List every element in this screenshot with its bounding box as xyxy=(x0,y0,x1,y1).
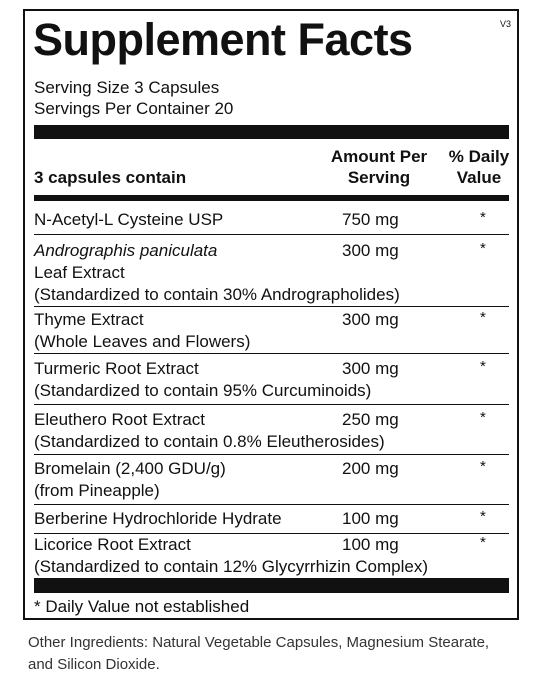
column-header-contains: 3 capsules contain xyxy=(34,168,187,187)
bottom-divider xyxy=(34,578,509,593)
ingredient-row xyxy=(34,307,509,354)
ingredient-row xyxy=(34,405,509,455)
column-header-amount xyxy=(315,146,443,188)
ingredient-daily-value: * xyxy=(480,534,486,551)
ingredient-amount: 300 mg xyxy=(342,310,399,329)
ingredient-daily-value: * xyxy=(480,409,486,426)
ingredient-daily-value: * xyxy=(480,508,486,525)
ingredient-amount: 200 mg xyxy=(342,459,399,478)
ingredient-daily-value: * xyxy=(480,458,486,475)
ingredient-name: N-Acetyl-L Cysteine USP xyxy=(34,210,224,229)
ingredient-row xyxy=(34,505,509,534)
ingredient-row xyxy=(34,201,509,235)
version-tag: V3 xyxy=(499,19,511,29)
serving-size: Serving Size 3 Capsules xyxy=(34,78,220,97)
thick-divider xyxy=(34,125,509,139)
ingredient-name: Thyme Extract xyxy=(34,310,144,329)
amount-header-line2: Serving xyxy=(347,168,411,187)
ingredient-daily-value: * xyxy=(480,309,486,326)
ingredient-name: Turmeric Root Extract xyxy=(34,359,199,378)
ingredient-daily-value: * xyxy=(480,358,486,375)
ingredient-name: Eleuthero Root Extract xyxy=(34,410,206,429)
other-ingredients: Other Ingredients: Natural Vegetable Capsules, Magnesium Stearate, and Silicon Dioxide. xyxy=(28,634,490,673)
column-header-daily-value xyxy=(443,146,515,188)
ingredient-daily-value: * xyxy=(480,209,486,226)
ingredient-amount: 100 mg xyxy=(342,535,399,554)
ingredient-amount: 250 mg xyxy=(342,410,399,429)
panel-title: Supplement Facts xyxy=(33,14,413,65)
ingredient-row xyxy=(34,354,509,405)
ingredient-row xyxy=(34,534,509,578)
ingredient-name: Berberine Hydrochloride Hydrate xyxy=(34,509,282,528)
ingredient-amount: 100 mg xyxy=(342,509,399,528)
ingredient-detail: (Standardized to contain 95% Curcuminoids) xyxy=(34,381,372,400)
ingredient-amount: 750 mg xyxy=(342,210,399,229)
ingredient-row xyxy=(34,235,509,307)
ingredient-name: Andrographis paniculata xyxy=(34,241,218,260)
ingredient-name: Licorice Root Extract xyxy=(34,535,191,554)
ingredient-daily-value: * xyxy=(480,240,486,257)
ingredient-detail: (from Pineapple) xyxy=(34,481,160,500)
servings-per-container: Servings Per Container 20 xyxy=(34,99,234,118)
ingredient-amount: 300 mg xyxy=(342,359,399,378)
ingredient-row xyxy=(34,455,509,505)
daily-value-footnote: * Daily Value not established xyxy=(34,597,250,616)
amount-header-line1: Amount Per xyxy=(330,147,428,166)
supplement-facts-panel xyxy=(23,9,519,620)
ingredient-list xyxy=(34,201,509,578)
dv-header-line2: Value xyxy=(456,168,502,187)
ingredient-detail: (Whole Leaves and Flowers) xyxy=(34,332,251,351)
ingredient-detail: (Standardized to contain 12% Glycyrrhizin Complex) xyxy=(34,557,429,576)
ingredient-amount: 300 mg xyxy=(342,241,399,260)
ingredient-detail: Leaf Extract xyxy=(34,263,125,282)
dv-header-line1: % Daily xyxy=(448,147,510,166)
ingredient-name: Bromelain (2,400 GDU/g) xyxy=(34,459,226,478)
ingredient-detail: (Standardized to contain 30% Andrographolides) xyxy=(34,285,400,304)
ingredient-detail: (Standardized to contain 0.8% Eleutherosides) xyxy=(34,432,385,451)
